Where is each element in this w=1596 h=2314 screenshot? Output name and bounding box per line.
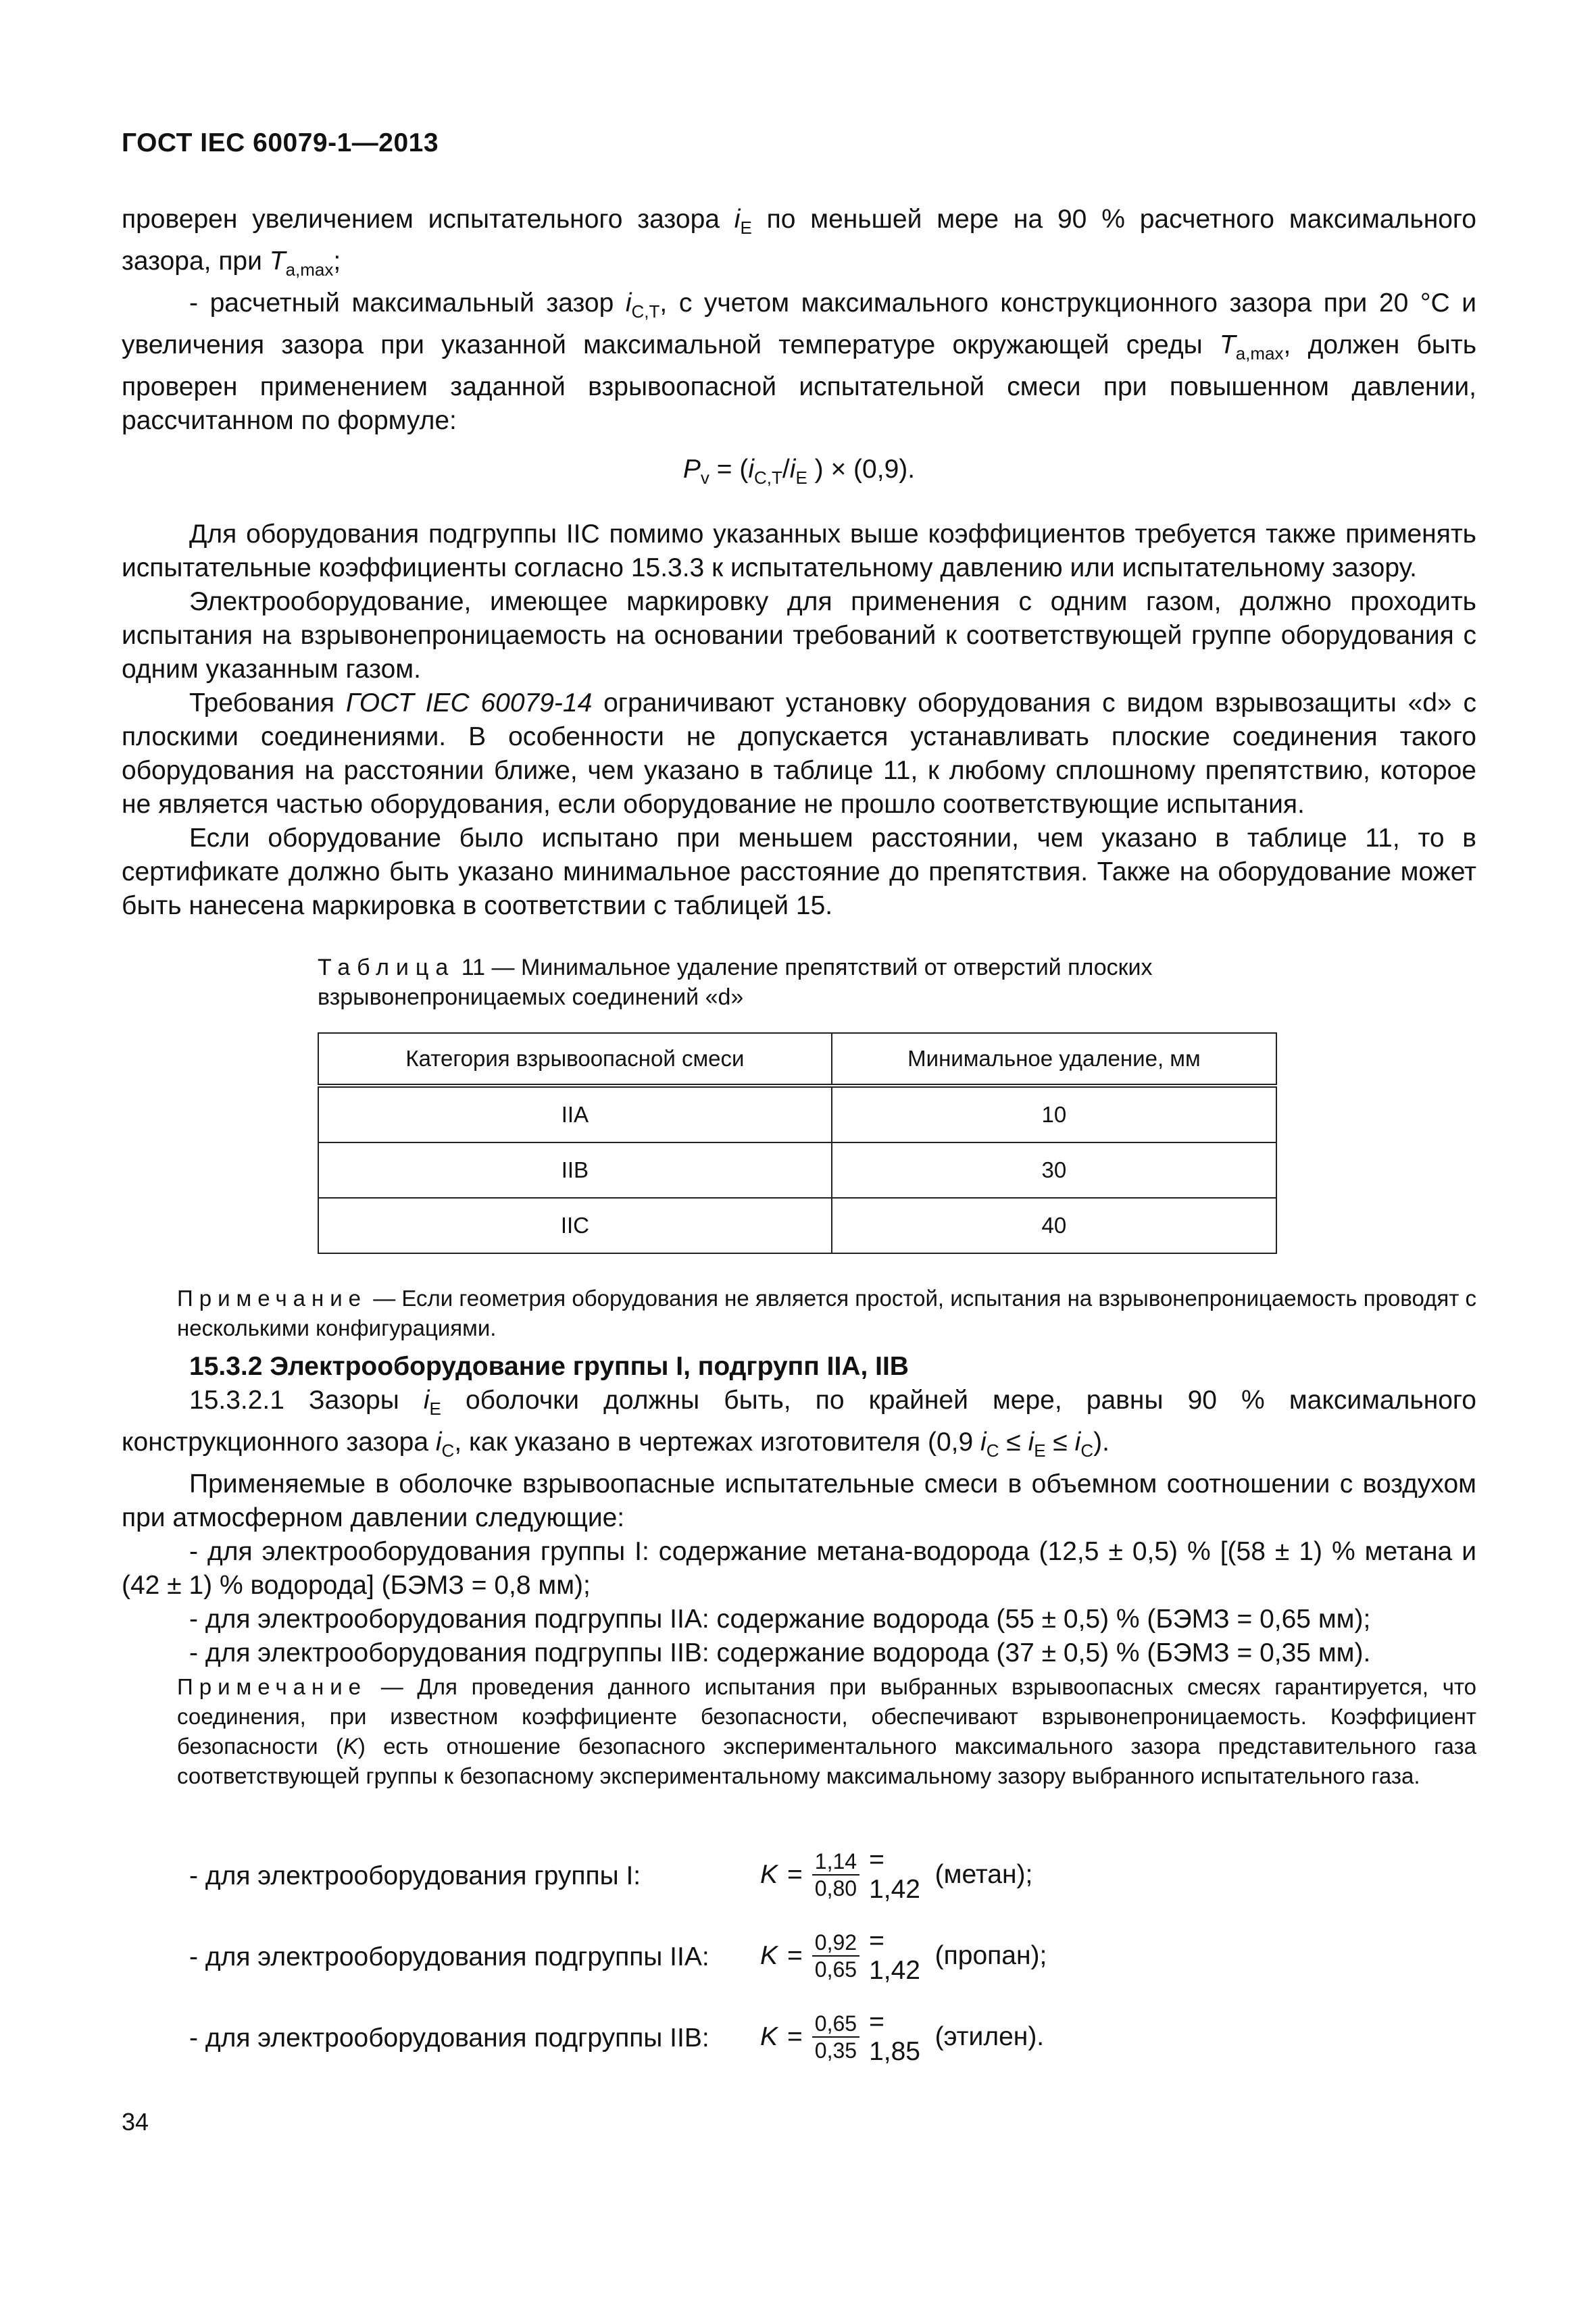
safety-factor-formula: K = $\frac{1,14}{0,80}$ = 1,42 (метан); (760, 1845, 1033, 1904)
section-paragraph-1: 15.3.2.1 Зазоры $i_E$ оболочки должны быть, по крайней мере, равны 90 % максимального конструкционного зазора $i_C$, как указано в чертежах изготовителя (0,9 $i_C \le i_E \le i_C$). (122, 1386, 1476, 1461)
fraction: $\frac{1,14}{0,80}$ (812, 1848, 859, 1901)
section-title: 15.3.2 Электрооборудование группы I, подгрупп IIA, IIB (189, 1352, 909, 1381)
mixture-item-group-i: - для электрооборудования группы I: содержание метана-водорода (12,5 ± 0,5) % [(58 ± 1) % метана и (42 ± 1) % водорода] (БЭМЗ = 0,8 мм); (122, 1537, 1476, 1600)
paragraph-3: Для оборудования подгруппы IIC помимо указанных выше коэффициентов требуется также применять испытательные коэффициенты согласно 15.3.3 к испытательному давлению или испытательному зазору. (122, 520, 1476, 582)
paragraph-5: Требования ГОСТ IEC 60079-14 ограничивают установку оборудования с видом взрывозащиты «d» с плоскими соединениями. В особенности не допускается устанавливать плоские соединения такого оборудования на расстоянии ближе, чем указано в таблице 11, к любому сплошному препятствию, которое не является частью оборудования, если оборудование не прошло соответствующие испытания. (122, 688, 1477, 819)
page-number: 34 (122, 2108, 149, 2136)
safety-factor-label: - для электрооборудования группы I: (189, 1861, 641, 1890)
table-row (318, 1142, 1276, 1198)
body-section (122, 1350, 1476, 1670)
paragraph-1: проверен увеличением испытательного зазора $i_E$ по меньшей мере на 90 % расчетного максимального зазора, при $T_{a,max}$; (122, 205, 1476, 280)
fraction: $\frac{0,65}{0,35}$ (812, 2011, 859, 2063)
table-caption: Таблица 11 — Минимальное удаление препятствий от отверстий плоских взрывонепроницаемых соединений «d» (318, 955, 1153, 1010)
safety-factor-label: - для электрооборудования подгруппы IIA: (189, 1942, 709, 1971)
note-1: Примечание — Если геометрия оборудования не является простой, испытания на взрывонепроницаемость проводят с несколькими конфигурациями. (177, 1286, 1476, 1340)
table-cell: IIC (318, 1198, 832, 1253)
table-cell: IIB (318, 1142, 832, 1198)
table-row (318, 1086, 1276, 1142)
table-cell: 10 (832, 1086, 1276, 1142)
safety-factor-formula: K = $\frac{0,65}{0,35}$ = 1,85 (этилен). (760, 2007, 1045, 2066)
safety-factor-label: - для электрооборудования подгруппы IIB: (189, 2023, 709, 2053)
table-cell: 40 (832, 1198, 1276, 1253)
table-header-row (318, 1033, 1276, 1086)
body-upper (122, 203, 1476, 923)
paragraph-4: Электрооборудование, имеющее маркировку для применения с одним газом, должно проходить испытания на взрывонепроницаемость на основании требований к соответствующей группе оборудования с одним указанным газом. (122, 587, 1476, 684)
table-header-distance: Минимальное удаление, мм (832, 1033, 1276, 1086)
section-paragraph-2: Применяемые в оболочке взрывоопасные испытательные смеси в объемном соотношении с воздухом при атмосферном давлении следующие: (122, 1469, 1476, 1532)
fraction: $\frac{0,92}{0,65}$ (812, 1930, 859, 1982)
paragraph-6: Если оборудование было испытано при меньшем расстоянии, чем указано в таблице 11, то в сертификате должно быть указано минимальное расстояние до препятствия. Также на оборудование может быть нанесена маркировка в соответствии с таблицей 15. (122, 824, 1476, 920)
document-header: ГОСТ IEC 60079-1—2013 (122, 128, 439, 157)
table-row (318, 1198, 1276, 1253)
table-cell: 30 (832, 1142, 1276, 1198)
note-2: Примечание — Для проведения данного испытания при выбранных взрывоопасных смесях гарантируется, что соединения, при известном коэффициенте безопасности, обеспечивают взрывонепроницаемость. Коэффициент безопасности (K) есть отношение безопасного экспериментального максимального зазора представительного газа соответствующей группы к безопасному экспериментальному максимальному зазору выбранного испытательного газа. (177, 1674, 1476, 1788)
table-cell: IIA (318, 1086, 832, 1142)
pressure-formula: $P_v = (i_{C,T}/i_E$ ) × (0,9). (682, 455, 916, 488)
mixture-item-iia: - для электрооборудования подгруппы IIA: содержание водорода (55 ± 0,5) % (БЭМЗ = 0,65 мм); (189, 1605, 1371, 1634)
standard-reference: ГОСТ IEC 60079-14 (345, 688, 593, 718)
safety-factor-formula: K = $\frac{0,92}{0,65}$ = 1,42 (пропан); (760, 1926, 1047, 1985)
table-header-category: Категория взрывоопасной смеси (318, 1033, 832, 1086)
table-11 (318, 1032, 1277, 1254)
mixture-item-iib: - для электрооборудования подгруппы IIB: содержание водорода (37 ± 0,5) % (БЭМЗ = 0,35 мм). (189, 1638, 1371, 1667)
paragraph-2: - расчетный максимальный зазор $i_{C,T}$, с учетом максимального конструкционного зазора при 20 °С и увеличения зазора при указанной максимальной температуре окружающей среды $T_{a,max}$, должен быть проверен применением заданной взрывоопасной испытательной смеси при повышенном давлении, рассчитанном по формуле: (122, 288, 1477, 435)
